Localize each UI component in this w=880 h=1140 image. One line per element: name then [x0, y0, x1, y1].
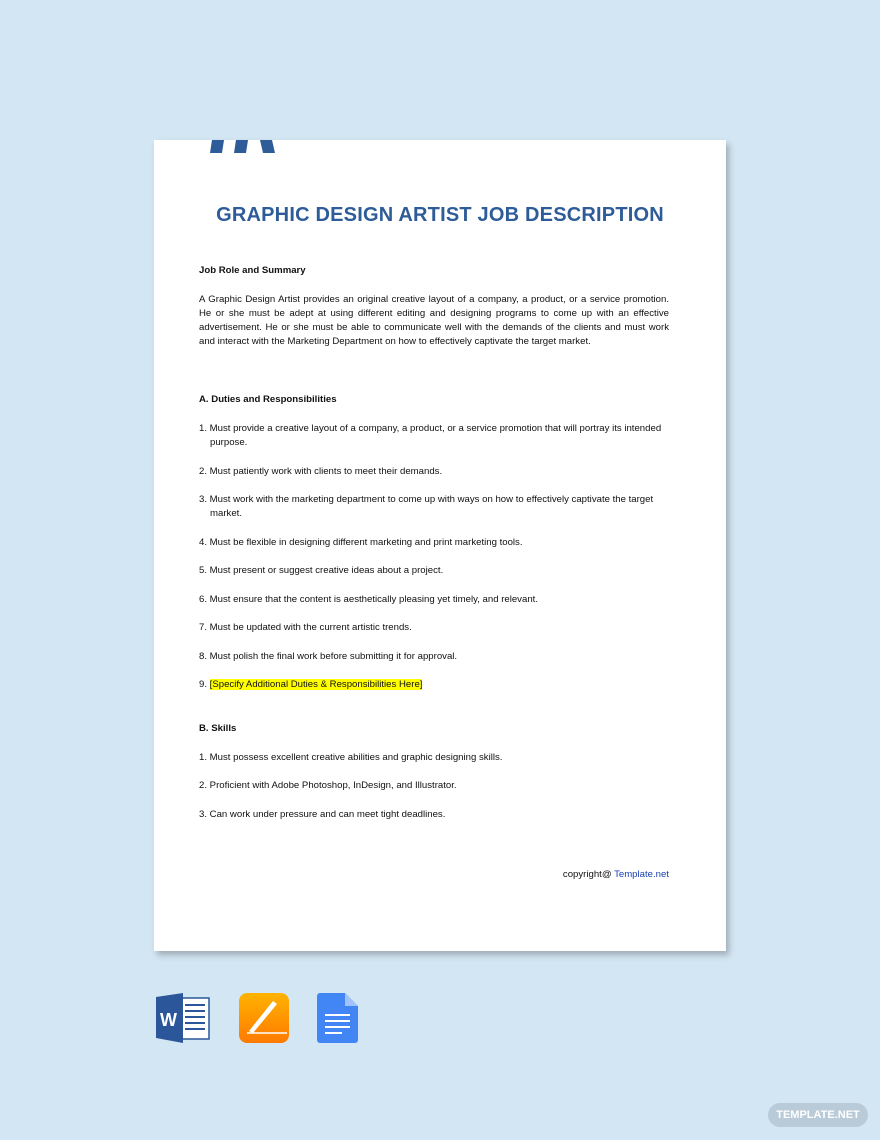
duty-item-placeholder [199, 678, 669, 692]
copyright [563, 869, 669, 880]
google-docs-icon[interactable] [317, 993, 359, 1045]
placeholder-highlight[interactable]: [Specify Additional Duties & Responsibilities Here] [209, 679, 423, 690]
duty-item: 1. Must provide a creative layout of a company, a product, or a service promotion that will portray its intended purpose. [199, 423, 662, 448]
duties-heading: A. Duties and Responsibilities [199, 394, 337, 405]
pages-icon[interactable] [239, 993, 291, 1045]
duty-item: 2. Must patiently work with clients to meet their demands. [199, 466, 443, 477]
logo-stripes-icon [210, 140, 280, 153]
word-icon[interactable] [155, 993, 211, 1045]
skills-heading: B. Skills [199, 723, 237, 734]
duty-item: 8. Must polish the final work before submitting it for approval. [199, 651, 458, 662]
skill-item: 2. Proficient with Adobe Photoshop, InDesign, and Illustrator. [199, 780, 457, 791]
duty-number: 9. [199, 679, 210, 690]
copyright-link[interactable]: Template.net [614, 869, 669, 880]
duty-item: 3. Must work with the marketing department to come up with ways on how to effectively captivate the target market. [199, 494, 654, 519]
summary-paragraph: A Graphic Design Artist provides an original creative layout of a company, a product, or a service promotion. He or she must be adept at using different editing and designing programs to come up with an effective advertisement. He or she must be able to communicate well with the demands of the clients and must work and interact with the Marketing Department on how to effectively captivate the target market. [199, 294, 669, 347]
template-net-badge[interactable]: TEMPLATE.NET [768, 1103, 868, 1127]
duty-item: 6. Must ensure that the content is aesthetically pleasing yet timely, and relevant. [199, 594, 538, 605]
duty-item: 7. Must be updated with the current artistic trends. [199, 622, 412, 633]
skill-item: 1. Must possess excellent creative abilities and graphic designing skills. [199, 752, 503, 763]
svg-text:W: W [160, 1010, 177, 1030]
copyright-prefix: copyright@ [562, 869, 615, 880]
document-title: GRAPHIC DESIGN ARTIST JOB DESCRIPTION [216, 204, 664, 226]
summary-heading: Job Role and Summary [199, 265, 306, 276]
duty-item: 4. Must be flexible in designing different marketing and print marketing tools. [199, 537, 523, 548]
document-page [154, 140, 726, 951]
skill-item: 3. Can work under pressure and can meet tight deadlines. [199, 809, 446, 820]
duty-item: 5. Must present or suggest creative ideas about a project. [199, 565, 444, 576]
